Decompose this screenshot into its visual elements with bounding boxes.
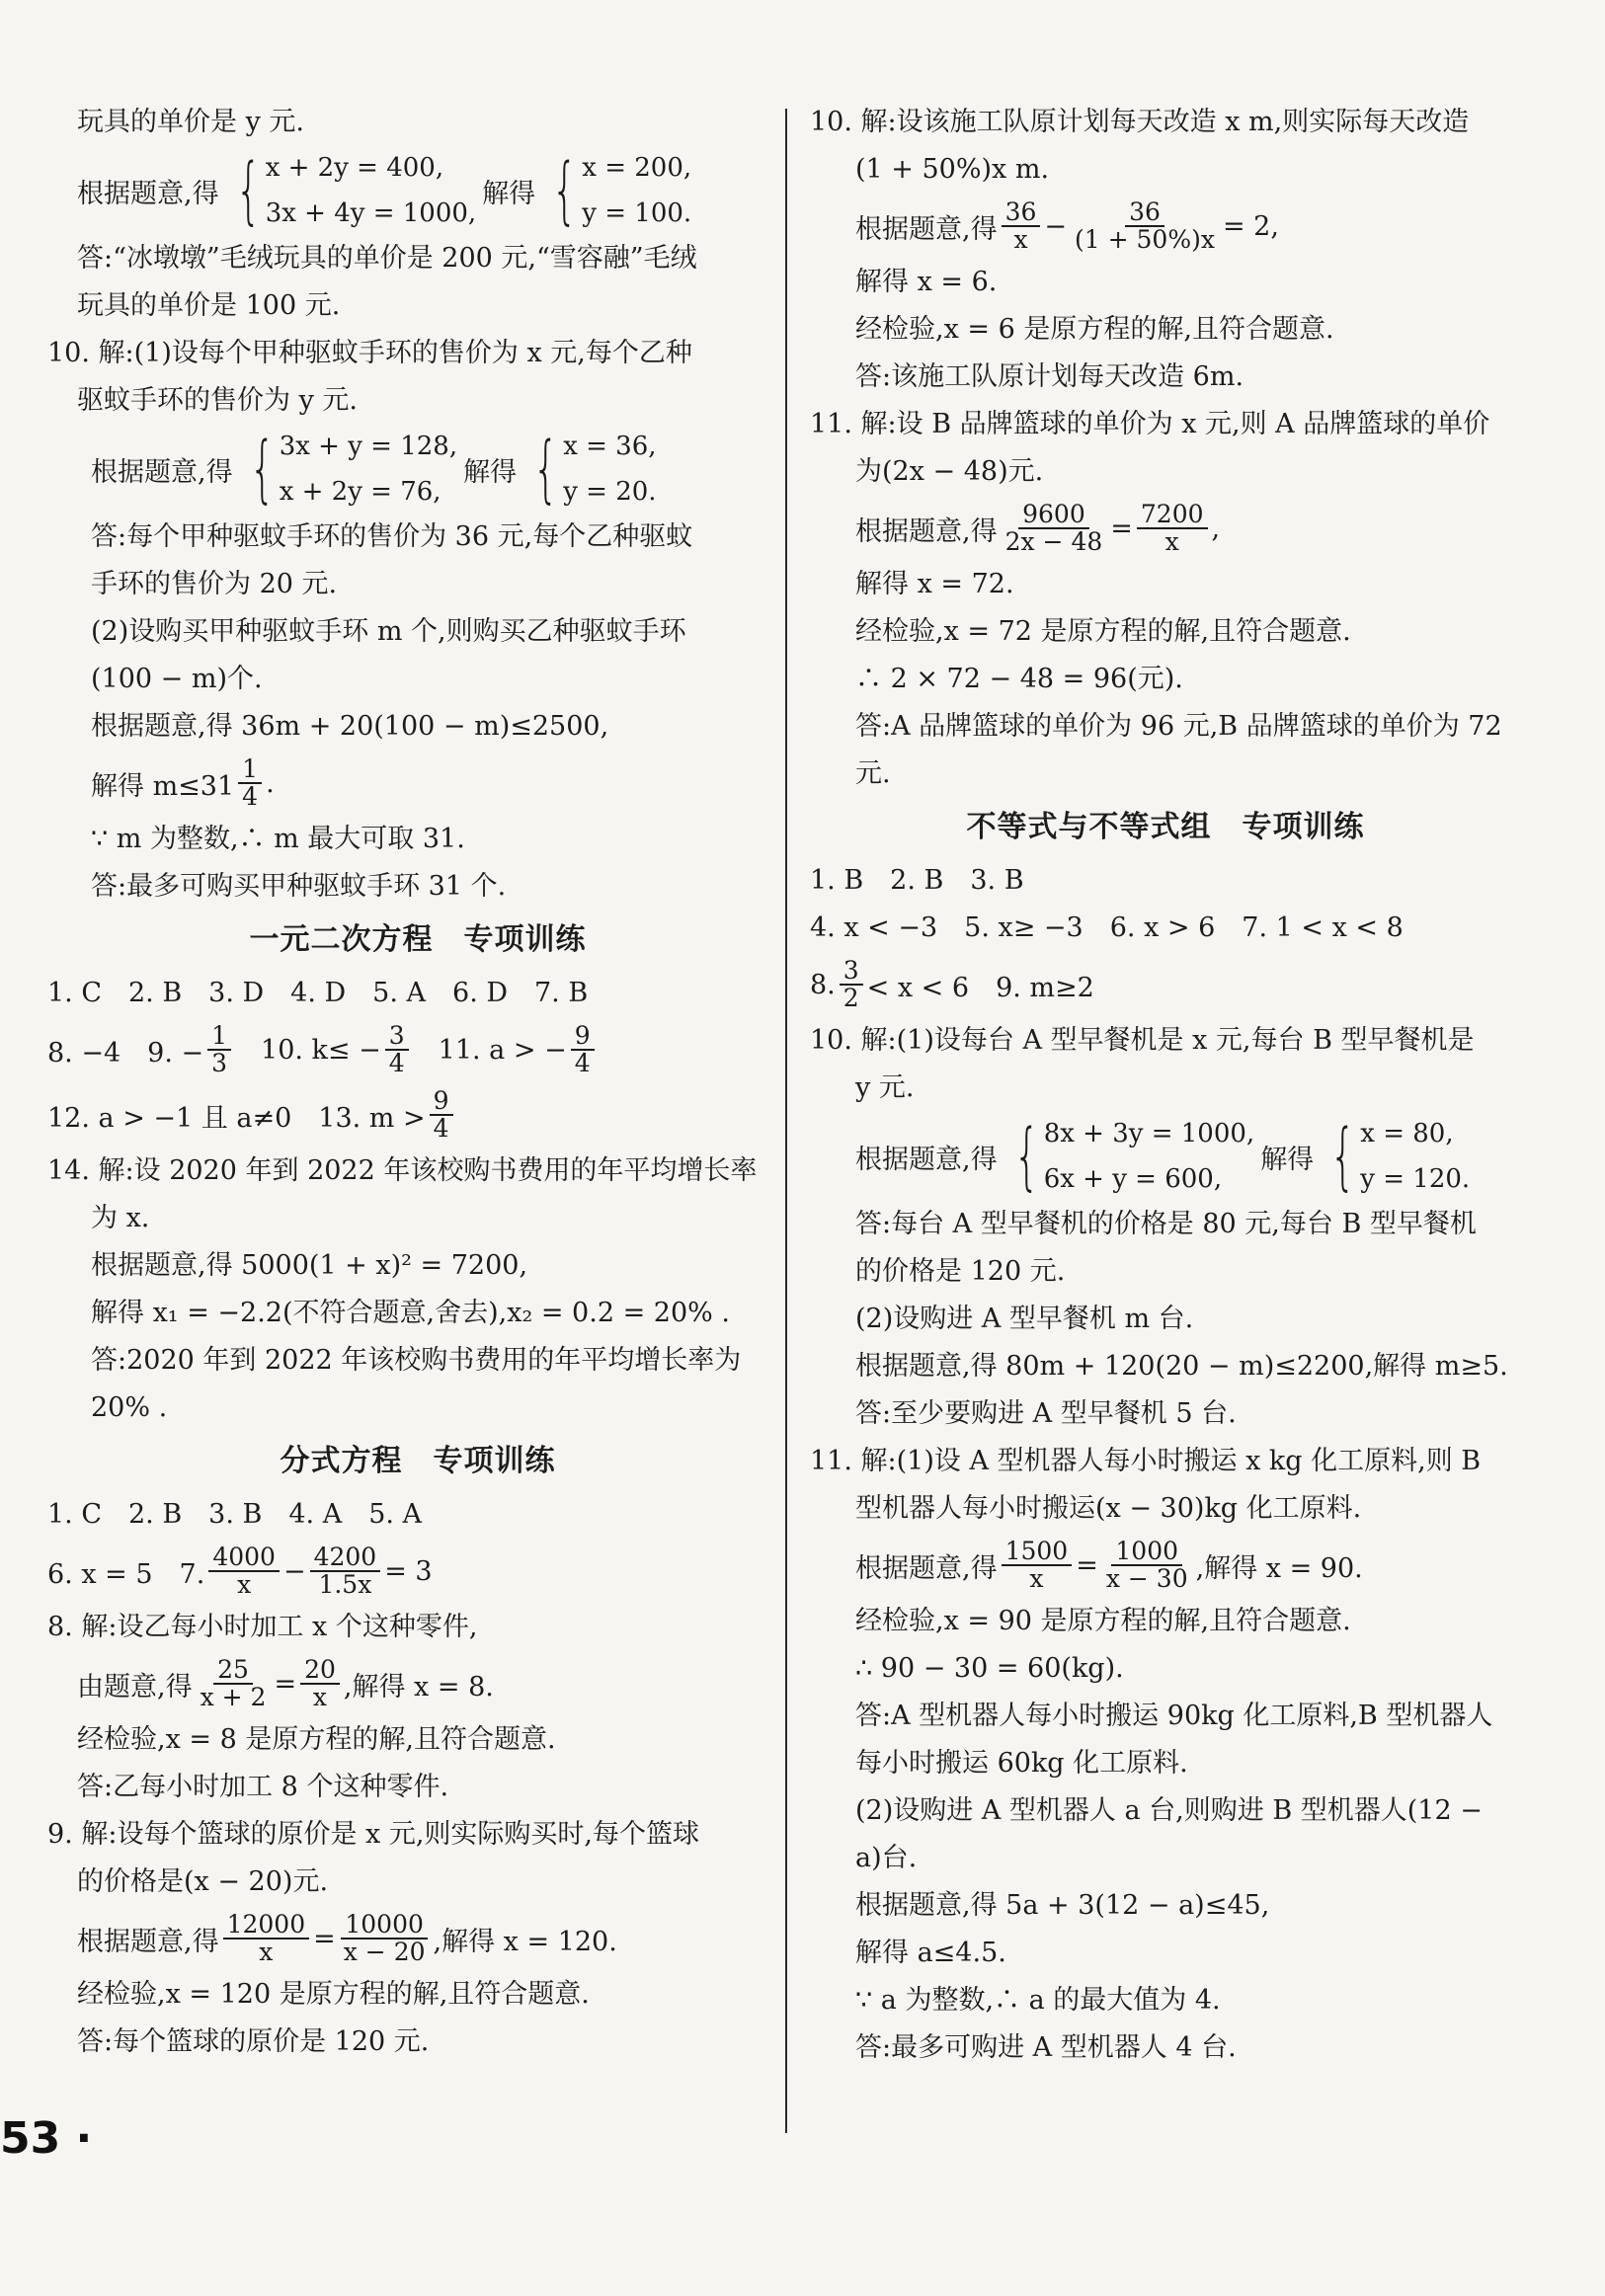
text-line: 答:A 型机器人每小时搬运 90kg 化工原料,B 型机器人 <box>855 1701 1493 1731</box>
question-14: 14. 解:设 2020 年到 2022 年该校购书费用的年平均增长率 <box>47 1155 758 1186</box>
answer-line: 1. B 2. B 3. B <box>810 865 1024 896</box>
fraction <box>1071 199 1219 254</box>
fraction <box>385 1020 409 1077</box>
text-line: 答:最多可购进 A 型机器人 4 台. <box>855 2032 1237 2063</box>
text-line: 经检验,x = 90 是原方程的解,且符合题意. <box>855 1606 1351 1636</box>
fraction <box>1002 1536 1073 1593</box>
brace-icon: { <box>1013 1114 1040 1199</box>
fraction <box>238 753 262 811</box>
text-line: 为(2x − 48)元. <box>855 456 1044 487</box>
brace-icon: { <box>551 148 578 233</box>
text: 根据题意,得 <box>77 178 219 209</box>
equation: y = 20. <box>563 477 657 507</box>
text-line: (2)设购进 A 型机器人 a 台,则购进 B 型机器人(12 − <box>855 1795 1483 1826</box>
page-number <box>0 2113 92 2164</box>
fraction-line <box>77 1906 759 1971</box>
denominator: x <box>312 1683 328 1711</box>
question-9: 9. 解:设每个篮球的原价是 x 元,则实际购买时,每个篮球 <box>47 1819 699 1850</box>
numerator: 1500 <box>1002 1539 1073 1566</box>
question-10: 10. 解:(1)设每台 A 型早餐机是 x 元,每台 B 型早餐机是 <box>810 1025 1475 1056</box>
text: 解得 <box>1260 1144 1315 1175</box>
text-line: ∴ 90 − 30 = 60(kg). <box>855 1653 1124 1684</box>
brace-icon: { <box>235 148 262 233</box>
equation: x = 36, <box>563 432 657 461</box>
text: 12. a > −1 且 a≠0 13. m > <box>47 1102 426 1134</box>
equation-system <box>225 145 477 236</box>
question-11: 11. 解:设 B 品牌篮球的单价为 x 元,则 A 品牌篮球的单价 <box>810 409 1490 439</box>
numerator: 12000 <box>223 1912 310 1940</box>
fraction <box>1137 499 1208 556</box>
text-line: 根据题意,得 5000(1 + x)² = 7200, <box>91 1250 528 1281</box>
text-line: (2)设购买甲种驱蚊手环 m 个,则购买乙种驱蚊手环 <box>91 616 686 647</box>
numerator: 10000 <box>341 1912 428 1940</box>
numerator: 36 <box>1002 199 1041 227</box>
fraction-line <box>810 1533 1521 1598</box>
section-title: 不等式与不等式组 专项训练 <box>966 810 1365 844</box>
text-line: 型机器人每小时搬运(x − 30)kg 化工原料. <box>855 1493 1362 1524</box>
text: 10. k≤ − <box>261 1034 381 1066</box>
fraction-line <box>810 496 1521 561</box>
text-line: 经检验,x = 8 是原方程的解,且符合题意. <box>77 1724 556 1755</box>
left-column <box>47 99 759 2066</box>
fraction <box>207 1020 231 1077</box>
solution-system <box>522 424 656 515</box>
denominator: x <box>1164 527 1179 556</box>
text: 根据题意,得 <box>855 213 998 245</box>
text-line: y 元. <box>855 1072 915 1103</box>
text-line: 答:每个甲种驱蚊手环的售价为 36 元,每个乙种驱蚊 <box>91 521 693 552</box>
equation: 3x + y = 128, <box>279 432 458 461</box>
solution-system <box>541 145 691 236</box>
equation-system <box>1003 1111 1255 1202</box>
text-line: 经检验,x = 6 是原方程的解,且符合题意. <box>855 314 1334 345</box>
numerator: 3 <box>385 1023 409 1051</box>
text: 解得 <box>482 178 536 209</box>
text: 8. −4 9. − <box>47 1037 204 1069</box>
text: 根据题意,得 <box>855 1144 998 1175</box>
numerator: 3 <box>840 958 863 986</box>
equation: x = 200, <box>582 153 692 183</box>
text-line: 20% . <box>91 1392 168 1423</box>
text-line: 答:乙每小时加工 8 个这种零件. <box>77 1772 449 1802</box>
text: − <box>282 1555 306 1587</box>
numerator: 9 <box>430 1088 453 1116</box>
text: 根据题意,得 <box>77 1926 219 1957</box>
text: 根据题意,得 <box>91 456 233 488</box>
text-line: 答:A 品牌篮球的单价为 96 元,B 品牌篮球的单价为 72 <box>855 711 1502 742</box>
numerator: 4200 <box>310 1544 381 1572</box>
column-divider <box>785 109 787 2133</box>
equation-system-line <box>810 1112 1521 1201</box>
text-line: 答:该施工队原计划每天改造 6m. <box>855 361 1244 392</box>
text: < x < 6 9. m≥2 <box>866 972 1094 1003</box>
text-line: 的价格是(x − 20)元. <box>77 1866 329 1897</box>
text: = 3 <box>384 1555 433 1587</box>
denominator: x <box>1029 1564 1044 1593</box>
text-line: 答:“冰墩墩”毛绒玩具的单价是 200 元,“雪容融”毛绒 <box>77 243 697 274</box>
text-line: 根据题意,得 80m + 120(20 − m)≤2200,解得 m≥5. <box>855 1351 1508 1382</box>
numerator: 25 <box>213 1657 253 1685</box>
section-title: 分式方程 专项训练 <box>280 1444 556 1478</box>
text: ,解得 x = 120. <box>433 1926 617 1957</box>
denominator: 4 <box>388 1049 405 1077</box>
text-line: 答:至少要购进 A 型早餐机 5 台. <box>855 1398 1237 1429</box>
text-line: 根据题意,得 36m + 20(100 − m)≤2500, <box>91 711 609 742</box>
answer-line <box>47 1082 759 1148</box>
answer-line <box>47 1539 759 1604</box>
fraction-line <box>77 751 759 816</box>
equation: 8x + 3y = 1000, <box>1043 1119 1255 1148</box>
fraction-line <box>810 194 1521 259</box>
text-line: 元. <box>855 758 891 789</box>
text-line: 答:每台 A 型早餐机的价格是 80 元,每台 B 型早餐机 <box>855 1209 1477 1239</box>
text: = <box>313 1923 336 1954</box>
text-line: 的价格是 120 元. <box>855 1256 1066 1287</box>
answer-line: 1. C 2. B 3. B 4. A 5. A <box>47 1499 423 1530</box>
right-column <box>810 99 1521 2072</box>
fraction <box>1102 1536 1192 1593</box>
text: 根据题意,得 <box>855 515 998 547</box>
text: 根据题意,得 <box>855 1552 998 1584</box>
equation: y = 100. <box>582 198 692 228</box>
numerator: 1000 <box>1111 1539 1182 1566</box>
text: 解得 m≤31 <box>91 770 235 802</box>
text: = <box>1110 513 1133 544</box>
denominator: 4 <box>574 1049 591 1077</box>
question-10: 10. 解:设该施工队原计划每天改造 x m,则实际每天改造 <box>810 107 1470 137</box>
fraction <box>840 955 863 1012</box>
text: 解得 <box>463 456 518 488</box>
numerator: 9 <box>571 1023 595 1051</box>
answer-line <box>810 952 1521 1017</box>
text-line: 解得 x = 6. <box>855 267 998 297</box>
text: = 2, <box>1222 210 1279 242</box>
numerator: 36 <box>1125 199 1164 227</box>
equation: x = 80, <box>1360 1119 1454 1148</box>
text: − <box>1044 210 1068 242</box>
answer-line: 4. x < −3 5. x≥ −3 6. x > 6 7. 1 < x < 8 <box>810 912 1404 943</box>
numerator: 1 <box>207 1023 231 1051</box>
brace-icon: { <box>249 427 276 512</box>
equation: x + 2y = 76, <box>279 477 441 507</box>
text-line: a)台. <box>855 1843 918 1873</box>
text: . <box>266 767 275 799</box>
fraction <box>1002 499 1107 556</box>
denominator: 4 <box>433 1114 449 1143</box>
denominator: x <box>237 1570 252 1599</box>
text: 8. <box>810 969 836 1000</box>
page-number-text: 53 <box>0 2113 61 2164</box>
equation-system <box>239 424 458 515</box>
numerator: 1 <box>238 756 262 784</box>
denominator: 4 <box>242 782 259 811</box>
text-line: 为 x. <box>91 1203 150 1233</box>
denominator: x <box>259 1938 274 1966</box>
text-line: 经检验,x = 72 是原方程的解,且符合题意. <box>855 616 1351 647</box>
text: , <box>1211 513 1221 544</box>
text: ,解得 x = 8. <box>343 1671 494 1702</box>
text-line: 玩具的单价是 y 元. <box>77 107 305 137</box>
text-line: (2)设购进 A 型早餐机 m 台. <box>855 1304 1194 1334</box>
denominator: x <box>1013 225 1028 254</box>
numerator: 4000 <box>208 1544 280 1572</box>
denominator: x − 20 <box>343 1938 426 1966</box>
denominator: x − 30 <box>1105 1564 1188 1593</box>
text-line: 解得 a≤4.5. <box>855 1938 1006 1968</box>
text-line: 玩具的单价是 100 元. <box>77 290 341 321</box>
denominator: 2 <box>843 984 859 1012</box>
text-line: 每小时搬运 60kg 化工原料. <box>855 1748 1188 1779</box>
denominator: 1.5x <box>318 1570 372 1599</box>
question-8: 8. 解:设乙每小时加工 x 个这种零件, <box>47 1612 478 1642</box>
fraction <box>223 1909 310 1966</box>
text: 11. a > − <box>438 1034 567 1066</box>
text-line: 解得 x₁ = −2.2(不符合题意,舍去),x₂ = 0.2 = 20% . <box>91 1298 730 1328</box>
equation-system-line <box>77 146 759 235</box>
equation-system-line <box>77 425 759 514</box>
question-11: 11. 解:(1)设 A 型机器人每小时搬运 x kg 化工原料,则 B <box>810 1446 1482 1476</box>
text: ,解得 x = 90. <box>1195 1552 1363 1584</box>
fraction <box>430 1085 453 1143</box>
numerator: 9600 <box>1018 502 1089 529</box>
text-line: 解得 x = 72. <box>855 569 1014 599</box>
fraction <box>208 1544 280 1599</box>
equation: 3x + 4y = 1000, <box>265 198 477 228</box>
answer-line <box>47 1017 759 1082</box>
brace-icon: { <box>532 427 559 512</box>
text-line: ∵ m 为整数,∴ m 最大可取 31. <box>91 824 465 854</box>
numerator: 20 <box>300 1657 340 1685</box>
fraction <box>310 1544 381 1599</box>
equation: x + 2y = 400, <box>265 153 444 183</box>
fraction <box>300 1654 340 1711</box>
question-10: 10. 解:(1)设每个甲种驱蚊手环的售价为 x 元,每个乙种 <box>47 338 692 368</box>
section-title: 一元二次方程 专项训练 <box>249 922 587 957</box>
text-line: ∵ a 为整数,∴ a 的最大值为 4. <box>855 1985 1221 2016</box>
numerator: 7200 <box>1137 502 1208 529</box>
text-line: 答:每个篮球的原价是 120 元. <box>77 2026 430 2057</box>
text-line: (1 + 50%)x m. <box>855 154 1050 185</box>
text-line: 手环的售价为 20 元. <box>91 569 338 599</box>
text-line: 经检验,x = 120 是原方程的解,且符合题意. <box>77 1979 590 2010</box>
page-number-dot: · <box>60 2113 93 2164</box>
denominator: 2x − 48 <box>1004 527 1103 556</box>
denominator: (1 + 50%)x <box>1075 225 1215 254</box>
equation: y = 120. <box>1360 1164 1471 1194</box>
text-line: 答:2020 年到 2022 年该校购书费用的年平均增长率为 <box>91 1345 742 1376</box>
fraction-line <box>77 1651 759 1716</box>
text-line: 答:最多可购买甲种驱蚊手环 31 个. <box>91 871 507 902</box>
equation: 6x + y = 600, <box>1043 1164 1223 1194</box>
fraction <box>197 1654 271 1711</box>
text: 由题意,得 <box>77 1671 193 1702</box>
text: 6. x = 5 7. <box>47 1558 205 1590</box>
answer-line: 1. C 2. B 3. D 4. D 5. A 6. D 7. B <box>47 978 589 1008</box>
text: = <box>274 1668 297 1700</box>
solution-system <box>1320 1111 1470 1202</box>
denominator: 3 <box>211 1049 228 1077</box>
text: = <box>1076 1549 1098 1581</box>
text-line: (100 − m)个. <box>91 664 263 694</box>
fraction <box>571 1020 595 1077</box>
fraction <box>340 1909 430 1966</box>
text-line: ∴ 2 × 72 − 48 = 96(元). <box>855 664 1183 694</box>
fraction <box>1002 199 1041 254</box>
denominator: x + 2 <box>200 1683 267 1711</box>
text-line: 驱蚊手环的售价为 y 元. <box>77 385 359 416</box>
text-line: 根据题意,得 5a + 3(12 − a)≤45, <box>855 1890 1270 1921</box>
brace-icon: { <box>1329 1114 1356 1199</box>
